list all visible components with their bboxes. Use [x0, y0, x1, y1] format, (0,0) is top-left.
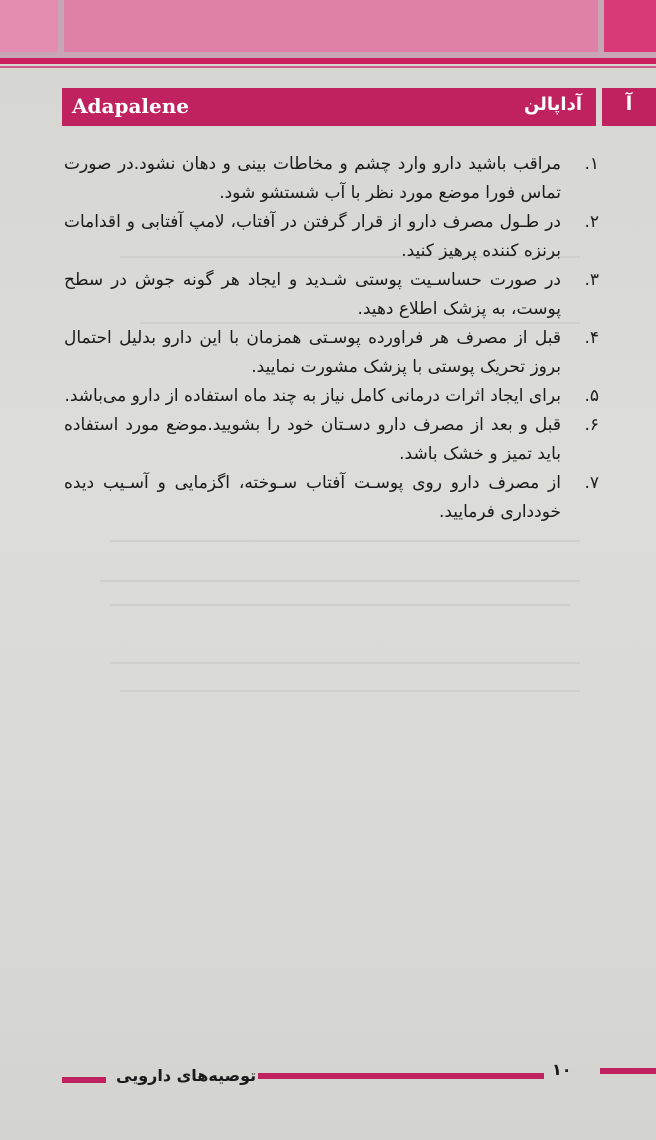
top-decor-line-thin [0, 66, 656, 68]
footer-decor-bar-right [600, 1068, 656, 1074]
item-text: در صورت حساسـیت پوستی شـدید و ایجاد هر گونه جوش در سطح پوست، به پزشک اطلاع دهید. [64, 270, 561, 319]
item-number: ۴. [584, 328, 599, 348]
bleed-through-line [110, 662, 580, 664]
bleed-through-line [120, 690, 580, 692]
item-number: ۶. [584, 415, 599, 435]
list-item [64, 266, 599, 324]
list-item [64, 382, 599, 411]
bleed-through-line [110, 540, 580, 542]
top-decor-line [0, 58, 656, 64]
item-number: ۵. [584, 386, 599, 406]
item-text: برای ایجاد اثرات درمانی کامل نیاز به چند ماه استفاده از دارو می‌باشد. [64, 386, 561, 406]
item-text: مراقب باشید دارو وارد چشم و مخاطات بینی و دهان نشود.در صورت تماس فورا موضع مورد نظر با آب شستشو شود. [64, 154, 561, 203]
item-text: قبل از مصرف هر فراورده پوسـتی همزمان با این دارو بدلیل احتمال بروز تحریک پوستی با پزشک مشورت نمایید. [64, 328, 561, 377]
list-item [64, 469, 599, 527]
item-number: ۳. [584, 270, 599, 290]
drug-name-persian: آداپالن [523, 94, 582, 115]
footer-decor-bar-left [62, 1077, 106, 1083]
item-number: ۷. [584, 473, 599, 493]
bleed-through-line [110, 604, 570, 606]
list-item [64, 411, 599, 469]
list-item [64, 324, 599, 382]
item-number: ۱. [584, 154, 599, 174]
page-number: ۱۰ [552, 1060, 572, 1079]
list-item [64, 150, 599, 208]
item-text: در طـول مصرف دارو از قرار گرفتن در آفتاب، لامپ آفتابی و اقدامات برنزه کننده پرهیز کنید. [64, 212, 561, 261]
top-decor-block-left [0, 0, 58, 52]
drug-header-bar [62, 88, 596, 126]
recommendation-list [64, 150, 599, 527]
item-text: قبل و بعد از مصرف دارو دسـتان خود را بشویید.موضع مورد استفاده باید تمیز و خشک باشد. [64, 415, 561, 464]
footer-decor-bar-center [258, 1073, 544, 1079]
top-decor-block-right [604, 0, 656, 52]
footer-section-title: توصیه‌های دارویی [116, 1066, 257, 1085]
item-text: از مصرف دارو روی پوسـت آفتاب سـوخته، اگزمایی و آسـیب دیده خودداری فرمایید. [64, 473, 561, 522]
item-number: ۲. [584, 212, 599, 232]
bleed-through-line [100, 580, 580, 582]
index-letter: آ [625, 93, 633, 115]
top-decor-block-center [64, 0, 598, 52]
list-item [64, 208, 599, 266]
drug-name-english: Adapalene [72, 94, 189, 118]
index-letter-box [602, 88, 656, 126]
